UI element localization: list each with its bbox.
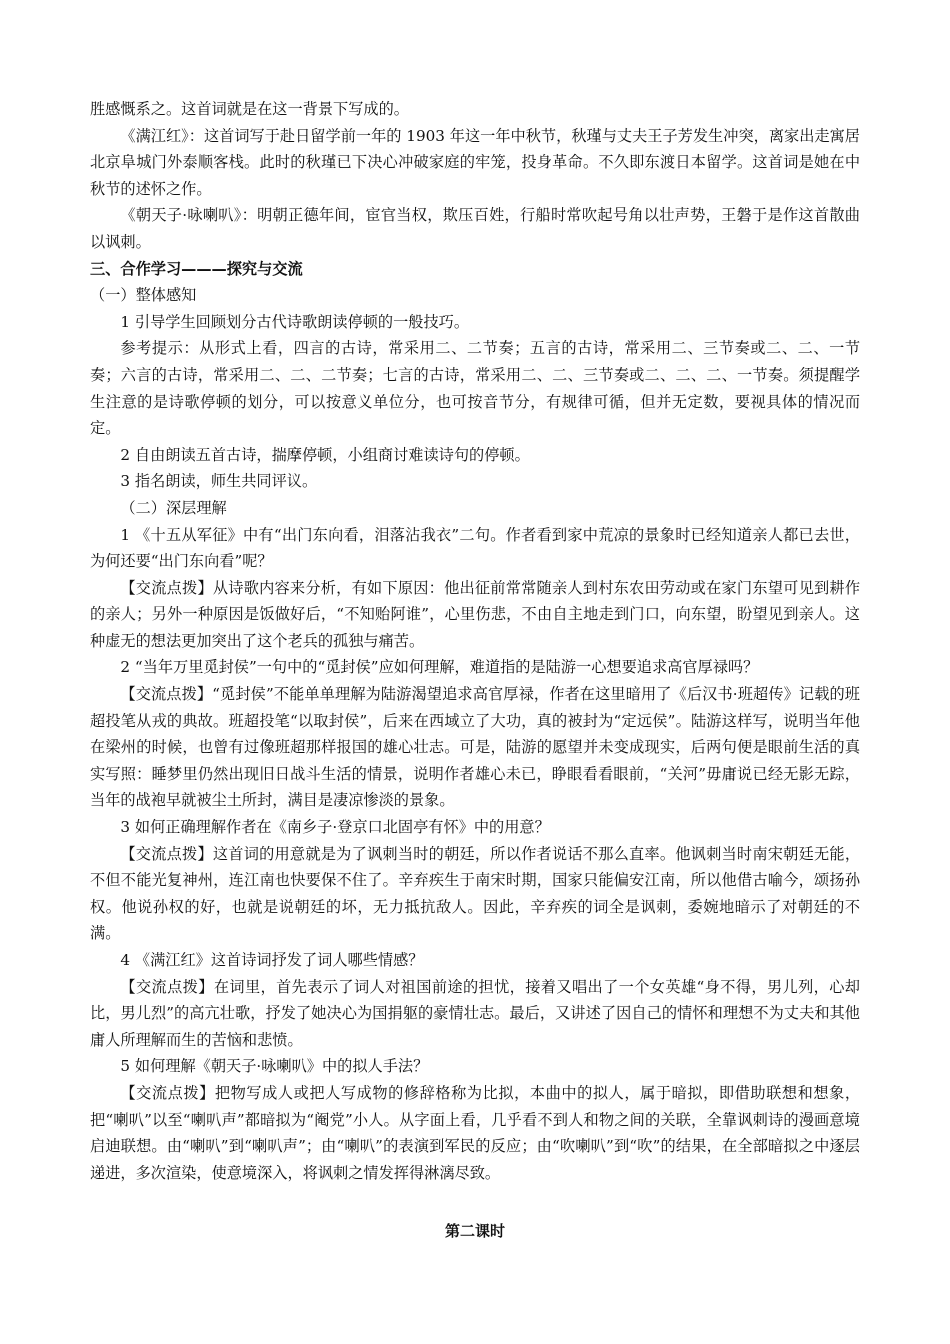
reference-hint-paragraph: 参考提示：从形式上看，四言的古诗，常采用二、二节奏；五言的古诗，常采用二、三节奏或二、二、一节奏；六言的古诗，常采用二、二、二节奏；七言的古诗，常采用二、二、三节奏或二、二、二、一节奏。须提醒学生注意的是诗歌停顿的划分，可以按意义单位分，也可按音节分，有规律可循，但并无定数，要视具体的情况而定。 <box>90 339 860 438</box>
answer-paragraph: 【交流点拨】“觅封侯”不能单单理解为陆游渴望追求高官厚禄，作者在这里暗用了《后汉书·班超传》记载的班超投笔从戎的典故。班超投笔“以取封侯”，后来在西域立了大功，真的被封为“定远侯”。陆游这样写，说明当年他在梁州的时候，也曾有过像班超那样报国的雄心壮志。可是，陆游的愿望并未变成现实，后两句便是眼前生活的真实写照：睡梦里仍然出现旧日战斗生活的情景，说明作者雄心未已，睁眼看看眼前，“关河”毋庸说已经无影无踪，当年的战袍早就被尘土所封，满目是凄凉惨淡的景象。 <box>90 685 860 810</box>
answer-paragraph: 【交流点拨】把物写成人或把人写成物的修辞格称为比拟，本曲中的拟人，属于暗拟，即借助联想和想象，把“喇叭”以至“喇叭声”都暗拟为“阉党”小人。从字面上看，几乎看不到人和物之间的关联，全靠讽刺诗的漫画意境启迪联想。由“喇叭”到“喇叭声”；由“喇叭”的表演到军民的反应；由“吹喇叭”到“吹”的结果，在全部暗拟之中逐层递进，多次渲染，使意境深入，将讽刺之情发挥得淋漓尽致。 <box>90 1083 860 1182</box>
section-heading: 三、合作学习———探究与交流 <box>90 259 303 278</box>
list-item: 1 引导学生回顾划分古代诗歌朗读停顿的一般技巧。 <box>120 312 470 331</box>
subsection-heading-deep: （二）深层理解 <box>120 498 227 517</box>
lesson-title: 第二课时 <box>444 1222 505 1240</box>
intro-paragraph-chaotianzi: 《朝天子·咏喇叭》：明朝正德年间，宦官当权，欺压百姓，行船时常吹起号角以壮声势，王磐于是作这首散曲以讽刺。 <box>90 206 860 251</box>
question-item: 2 “当年万里觅封侯”一句中的“觅封侯”应如何理解，难道指的是陆游一心想要追求高官厚禄吗？ <box>120 658 759 677</box>
answer-paragraph: 【交流点拨】这首词的用意就是为了讽刺当时的朝廷，所以作者说话不那么直率。他讽刺当时南宋朝廷无能，不但不能光复神州，连江南也快要保不住了。辛弃疾生于南宋时期，国家只能偏安江南，所以他借古喻今，颂扬孙权。他说孙权的好，也就是说朝廷的坏，无力抵抗敌人。因此，辛弃疾的词全是讽刺，委婉地暗示了对朝廷的不满。 <box>90 844 860 943</box>
answer-paragraph: 【交流点拨】在词里，首先表示了词人对祖国前途的担忧，接着又唱出了一个女英雄“身不得，男儿列，心却比，男儿烈”的高亢壮歌，抒发了她决心为国捐躯的豪情壮志。最后，又讲述了因自己的情怀和理想不为丈夫和其他庸人所理解而生的苦恼和悲愤。 <box>90 977 860 1049</box>
subsection-heading-overall: （一）整体感知 <box>90 286 197 305</box>
list-item: 2 自由朗读五首古诗，揣摩停顿，小组商讨难读诗句的停顿。 <box>120 445 530 464</box>
question-item: 4 《满江红》这首诗词抒发了词人哪些情感？ <box>120 951 424 969</box>
document-body <box>90 96 860 1186</box>
intro-paragraph-continued: 胜感慨系之。这首词就是在这一背景下写成的。 <box>90 100 409 118</box>
intro-paragraph-manjianghong: 《满江红》：这首词写于赴日留学前一年的 1903 年这一年中秋节，秋瑾与丈夫王子芳发生冲突，离家出走寓居北京阜城门外泰顺客栈。此时的秋瑾已下决心冲破家庭的牢笼，投身革命。不久即东渡日本留学。这首词是她在中秋节的述怀之作。 <box>90 126 860 198</box>
question-item: 3 如何正确理解作者在《南乡子·登京口北固亭有怀》中的用意？ <box>120 818 550 837</box>
question-item: 5 如何理解《朝天子·咏喇叭》中的拟人手法？ <box>120 1057 429 1076</box>
answer-paragraph: 【交流点拨】从诗歌内容来分析，有如下原因：他出征前常常随亲人到村东农田劳动或在家门东望可见到耕作的亲人；另外一种原因是饭做好后，“不知贻阿谁”，心里伤悲，不由自主地走到门口，向东望，盼望见到亲人。这种虚无的想法更加突出了这个老兵的孤独与痛苦。 <box>90 578 860 650</box>
list-item: 3 指名朗读，师生共同评议。 <box>120 472 318 491</box>
question-item: 1 《十五从军征》中有“出门东向看，泪落沾我衣”二句。作者看到家中荒凉的景象时已经知道亲人都已去世，为何还要“出门东向看”呢？ <box>90 525 860 571</box>
